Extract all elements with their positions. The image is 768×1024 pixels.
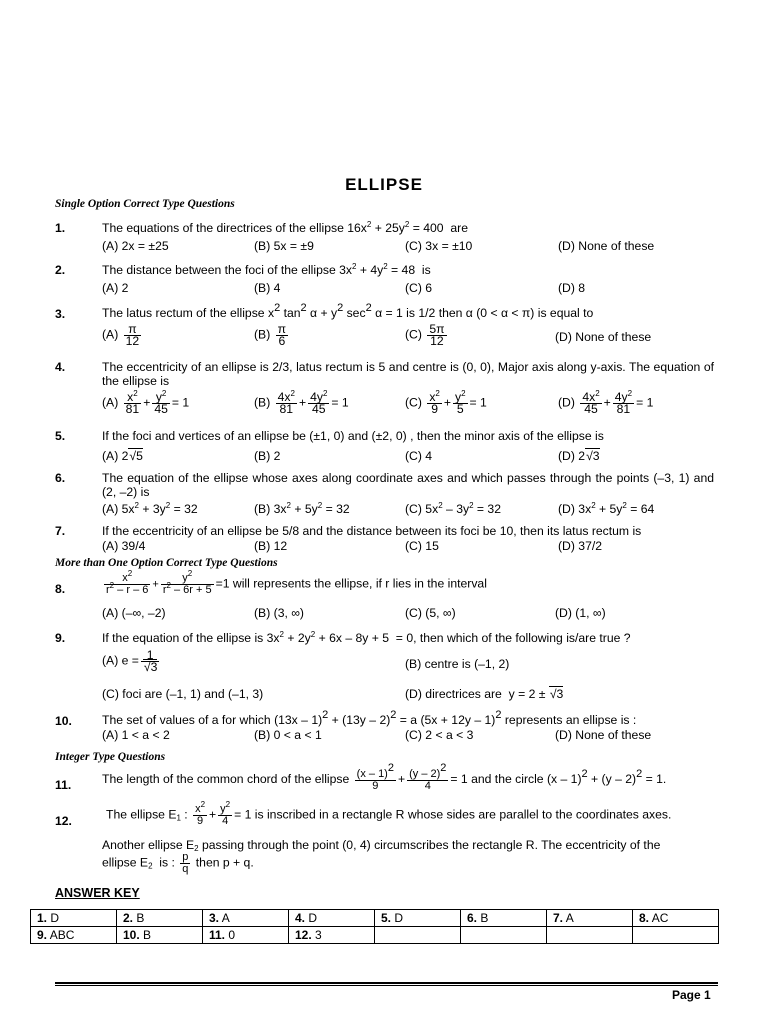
question-text: If the foci and vertices of an ellipse be (±1, 0) and (±2, 0) , then the minor axis of the ellipse is <box>102 429 604 443</box>
option-d: (D) $\frac{4x^2}{45}$ + $\frac{4y^2}{81}$ = 1 <box>558 389 654 416</box>
question-text: The length of the common chord of the ellipse $\frac{(x - 1)^2}{9}$ + $\frac{(y - 2)^2}{4}$ = 1 and the circle (x – 1)$^2$ + (y – 2)$^2$ = 1. <box>102 762 667 792</box>
option-c: (C) (5, ∞) <box>405 606 456 620</box>
option-a: (A) e = $\frac{1}{√3}$ <box>102 648 158 674</box>
question-number: 1. <box>55 221 66 235</box>
option-a: (A) 39/4 <box>102 539 146 553</box>
option-b: (B) (3, ∞) <box>254 606 304 620</box>
table-cell <box>547 927 633 944</box>
option-c: (C) 2 < a < 3 <box>405 728 474 742</box>
question-number: 8. <box>55 582 66 596</box>
option-a: (A) 2√5 <box>102 449 143 463</box>
footer-rule <box>55 982 718 984</box>
question-text: If the equation of the ellipse is $3x^2 + 2y^2 + 6x - 8y + 5 = 0$, then which of the following is/are true ? <box>102 630 631 645</box>
option-c: (C) 15 <box>405 539 439 553</box>
table-cell: 5. D <box>375 910 461 927</box>
question-number: 12. <box>55 814 72 828</box>
option-d: (D) 2√3 <box>558 449 600 463</box>
question-text: The equation of the ellipse whose axes along coordinate axes and which passes through the points (–3, 1) and (2, –2) is <box>102 471 714 499</box>
option-b: (B) centre is (–1, 2) <box>405 657 510 671</box>
question-number: 10. <box>55 714 72 728</box>
option-d: (D) None of these <box>555 330 652 344</box>
option-c: (C) 4 <box>405 449 433 463</box>
option-b: (B) $3x^2 + 5y^2 = 32$ <box>254 501 350 516</box>
option-b: (B) 5x = ±9 <box>254 239 314 253</box>
option-c: (C) $5x^2 - 3y^2 = 32$ <box>405 501 501 516</box>
table-cell: 6. B <box>461 910 547 927</box>
footer-rule-thin <box>55 985 718 986</box>
option-b: (B) 0 < a < 1 <box>254 728 322 742</box>
option-d: (D) directrices are y = 2 ± √3 <box>405 687 564 701</box>
table-cell: 12. 3 <box>289 927 375 944</box>
question-number: 6. <box>55 471 66 485</box>
question-number: 5. <box>55 429 66 443</box>
option-a: (A) 1 < a < 2 <box>102 728 170 742</box>
section-heading-integer: Integer Type Questions <box>55 751 166 763</box>
option-b: (B) 4 <box>254 281 281 295</box>
option-d: (D) None of these <box>558 239 655 253</box>
page-title: ELLIPSE <box>345 175 423 194</box>
option-c: (C) 3x = ±10 <box>405 239 473 253</box>
option-a: (A) 2x = ±25 <box>102 239 169 253</box>
question-text: $\frac{x^2}{r^2 - r - 6}$ + $\frac{y^2}{r^2 - 6r + 5}$ =1 will represents the ellipse, if r lies in the interval <box>106 569 487 596</box>
option-b: (B) 12 <box>254 539 288 553</box>
option-b: (B) 2 <box>254 449 281 463</box>
table-row <box>31 910 719 927</box>
table-cell: 2. B <box>117 910 203 927</box>
option-a: (A) 2 <box>102 281 129 295</box>
section-heading-multiple: More than One Option Correct Type Questions <box>55 557 278 569</box>
option-a: (A) $\frac{x^2}{81}$ + $\frac{y^2}{45}$ = 1 <box>102 389 190 416</box>
table-cell <box>633 927 719 944</box>
question-text-line2: Another ellipse $E_2$ passing through the point (0, 4) circumscribes the rectangle R. The eccentricity of the <box>102 838 661 853</box>
answer-key-title: ANSWER KEY <box>55 886 140 900</box>
table-cell <box>461 927 547 944</box>
option-d: (D) None of these <box>555 728 652 742</box>
table-cell: 9. ABC <box>31 927 117 944</box>
section-heading-single: Single Option Correct Type Questions <box>55 198 235 210</box>
question-text: The equations of the directrices of the ellipse $16x^2 + 25y^2 = 400$ are <box>102 220 468 235</box>
table-cell: 4. D <box>289 910 375 927</box>
question-number: 2. <box>55 263 66 277</box>
option-d: (D) (1, ∞) <box>555 606 606 620</box>
option-d: (D) 8 <box>558 281 586 295</box>
question-text: The set of values of a for which (13x – 1)$^2$ + (13y – 2)$^2$ = a $(5x + 12y - 1)^2$ represents an ellipse is : <box>102 709 637 727</box>
question-text: The distance between the foci of the ellipse $3x^2 + 4y^2 = 48$ is <box>102 262 431 277</box>
question-text: If the eccentricity of an ellipse be 5/8 and the distance between its foci be 10, then its latus rectum is <box>102 524 642 538</box>
question-text: The eccentricity of an ellipse is 2/3, latus rectum is 5 and centre is (0, 0), Major axis along y-axis. The equation of the ellipse is <box>102 360 714 388</box>
table-cell: 10. B <box>117 927 203 944</box>
table-cell: 8. AC <box>633 910 719 927</box>
table-cell <box>375 927 461 944</box>
option-b: (B) $\frac{4x^2}{81}$ + $\frac{4y^2}{45}$ = 1 <box>254 389 349 416</box>
option-b: (B) $\frac{\pi}{6}$ <box>254 322 287 348</box>
answer-key-table <box>30 909 719 944</box>
option-d: (D) $3x^2 + 5y^2 = 64$ <box>558 501 655 516</box>
table-row <box>31 927 719 944</box>
question-text-line3: ellipse $E_2$ is : $\frac{p}{q}$ then p + q. <box>102 851 254 875</box>
question-text: The latus rectum of the ellipse $x^2$ $\tan^2 \alpha + y^2$ $\sec^2 \alpha = 1$ is 1/2 then α (0 < α < π) is equal to <box>102 302 594 320</box>
option-c: (C) $\frac{5\pi}{12}$ <box>405 322 445 348</box>
question-number: 4. <box>55 360 66 374</box>
option-a: (A) $5x^2 + 3y^2 = 32$ <box>102 501 198 516</box>
page-number: Page 1 <box>672 988 711 1002</box>
question-number: 11. <box>55 778 72 792</box>
option-c: (C) $\frac{x^2}{9}$ + $\frac{y^2}{5}$ = 1 <box>405 389 487 416</box>
question-number: 3. <box>55 307 66 321</box>
option-a: (A) $\frac{\pi}{12}$ <box>102 322 140 348</box>
table-cell: 11. 0 <box>203 927 289 944</box>
option-c: (C) foci are (–1, 1) and (–1, 3) <box>102 687 264 701</box>
option-d: (D) 37/2 <box>558 539 603 553</box>
table-cell: 3. A <box>203 910 289 927</box>
option-a: (A) (–∞, –2) <box>102 606 166 620</box>
question-number: 7. <box>55 524 66 538</box>
table-cell: 7. A <box>547 910 633 927</box>
option-c: (C) 6 <box>405 281 433 295</box>
question-text: The ellipse $E_1$ : $\frac{x^2}{9}$ + $\frac{y^2}{4}$ = 1 is inscribed in a rectangle R whose sides are parallel to the coordinates axes. <box>106 800 672 827</box>
table-cell: 1. D <box>31 910 117 927</box>
question-number: 9. <box>55 631 66 645</box>
